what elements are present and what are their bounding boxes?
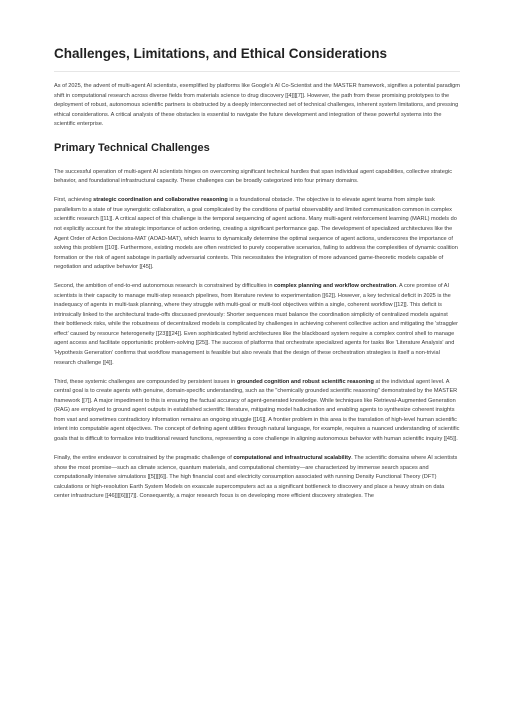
paragraph-text: . The scientific domains where AI scientists show the most promise—such as climate science, quantum materials, and computational chemistry—are characterized by immense search spaces and computationally intensive simulations [[5]][[6]]. The high financial cost and electricity consumption associated with running Density Functional Theory (DFT) calculations or high-resolution Earth System Models on exascale supercomputers act as a significant bottleneck to discovery and place a heavy strain on data center infrastructure [[46]][[6]][[7]]. Consequently, a major research focus is on developing more efficient discovery strategies. The [54, 454, 458, 500]
bold-term: computational and infrastructural scalability [233, 454, 352, 461]
paragraph-text: is a foundational obstacle. The objective is to elevate agent teams from simple task parallelism to a state of true synergistic collaboration, a goal complicated by the conditions of partial observability and limited communication common in complex scientific research [[11]]. A critical aspect of this challenge is the temporal sequencing of agent actions. Many multi-agent reinforcement learning (MARL) models do not explicitly account for the strategic importance of action ordering, creating a significant performance gap. The development of specialized architectures like the Agent Order of Action Decisions-MAT (AOAD-MAT), which learns to dynamically determine the optimal sequence of agent actions, underscores the importance of solving this problem [[10]]. Furthermore, existing models are often restricted to purely cooperative scenarios, failing to address the complexities of dynamic coalition formation or the risk of agent sabotage in partially adversarial contexts. This necessitates the integration of more advanced game-theoretic models capable of negotiation and adaptive behavior [[45]]. [54, 197, 458, 271]
planning-paragraph [54, 282, 460, 368]
paragraph-text: Third, these systemic challenges are compounded by persistent issues in [54, 378, 237, 385]
bold-term: strategic coordination and collaborative reasoning [93, 197, 228, 204]
bold-term: complex planning and workflow orchestration [274, 283, 397, 290]
paragraph-text: at the individual agent level. A central goal is to create agents with genuine, domain-specific understanding, such as the "chemically grounded scientific reasoning" demonstrated by the MASTER framework [[7]]. A major impediment to this is ensuring the factual accuracy of agent-generated knowledge. While techniques like Retrieval-Augmented Generation (RAG) are employed to ground agent outputs in established scientific literature, mitigating model hallucination and enabling agents to synthesize coherent insights from vast and sometimes contradictory information remains an ongoing struggle [[16]]. A frontier problem in this area is the translation of high-level human scientific intent into computable agent objectives. The concept of defining agent utilities through natural language, for example, requires a nuanced understanding of scientific goals that is difficult to formalize into traditional reward functions, representing a core challenge in aligning autonomous behavior with human scientific inquiry [[45]]. [54, 378, 460, 442]
paragraph-text: First, achieving [54, 197, 94, 204]
paragraph-text: . A core promise of AI scientists is their capacity to manage multi-step research pipelines, from literature review to experimentation [[62]]. However, a key technical deficit in 2025 is the inadequacy of agents in multi-task planning, where they struggle with multi-goal or multi-tool objectives within a single, coherent workflow [[12]]. This deficit is intrinsically linked to the architectural trade-offs discussed previously: Shorter sequences must balance the coordination simplicity of centralized models against their bottleneck risks, while the robustness of decentralized models is complicated by challenges in achieving coherent collective action and mitigating the 'straggler effect' caused by resource heterogeneity [[23]][[24]]. Even sophisticated hybrid architectures like the blackboard system require a complex control shell to manage agent access and facilitate opportunistic problem-solving [[25]]. The success of platforms that orchestrate specialized agents for tasks like 'Literature Analysis' and 'Hypothesis Generation' confirms that workflow management is feasible but also reveals that the design of these orchestration strategies is itself a non-trivial research challenge [[4]]. [54, 283, 459, 366]
paragraph-text: Finally, the entire endeavor is constrained by the pragmatic challenge of [54, 454, 234, 461]
coordination-paragraph [54, 196, 460, 272]
paragraph-text: Second, the ambition of end-to-end autonomous research is constrained by difficulties in [54, 283, 275, 290]
reasoning-paragraph [54, 378, 460, 445]
scalability-paragraph [54, 454, 460, 502]
bold-term: grounded cognition and robust scientific reasoning [236, 378, 374, 385]
section-intro-paragraph: The successful operation of multi-agent AI scientists hinges on overcoming significant technical hurdles that span individual agent capabilities, collective strategic behavior, and foundational infrastructural capacity. These challenges can be broadly categorized into four primary domains. [54, 168, 452, 185]
intro-paragraph: As of 2025, the advent of multi-agent AI scientists, exemplified by platforms like Google's AI Co-Scientist and the MASTER framework, signifies a potential paradigm shift in computational research across diverse fields from materials science to drug discovery [[4]][[7]]. However, the path from these promising prototypes to the deployment of robust, autonomous scientific partners is obstructed by a deeply interconnected set of technical challenges, inherent system limitations, and pressing ethical considerations. A critical analysis of these obstacles is essential to navigate the future development and integration of these powerful systems into the scientific enterprise. [54, 83, 460, 128]
page-title: Challenges, Limitations, and Ethical Considerations [54, 45, 460, 72]
section-heading: Primary Technical Challenges [54, 141, 210, 154]
